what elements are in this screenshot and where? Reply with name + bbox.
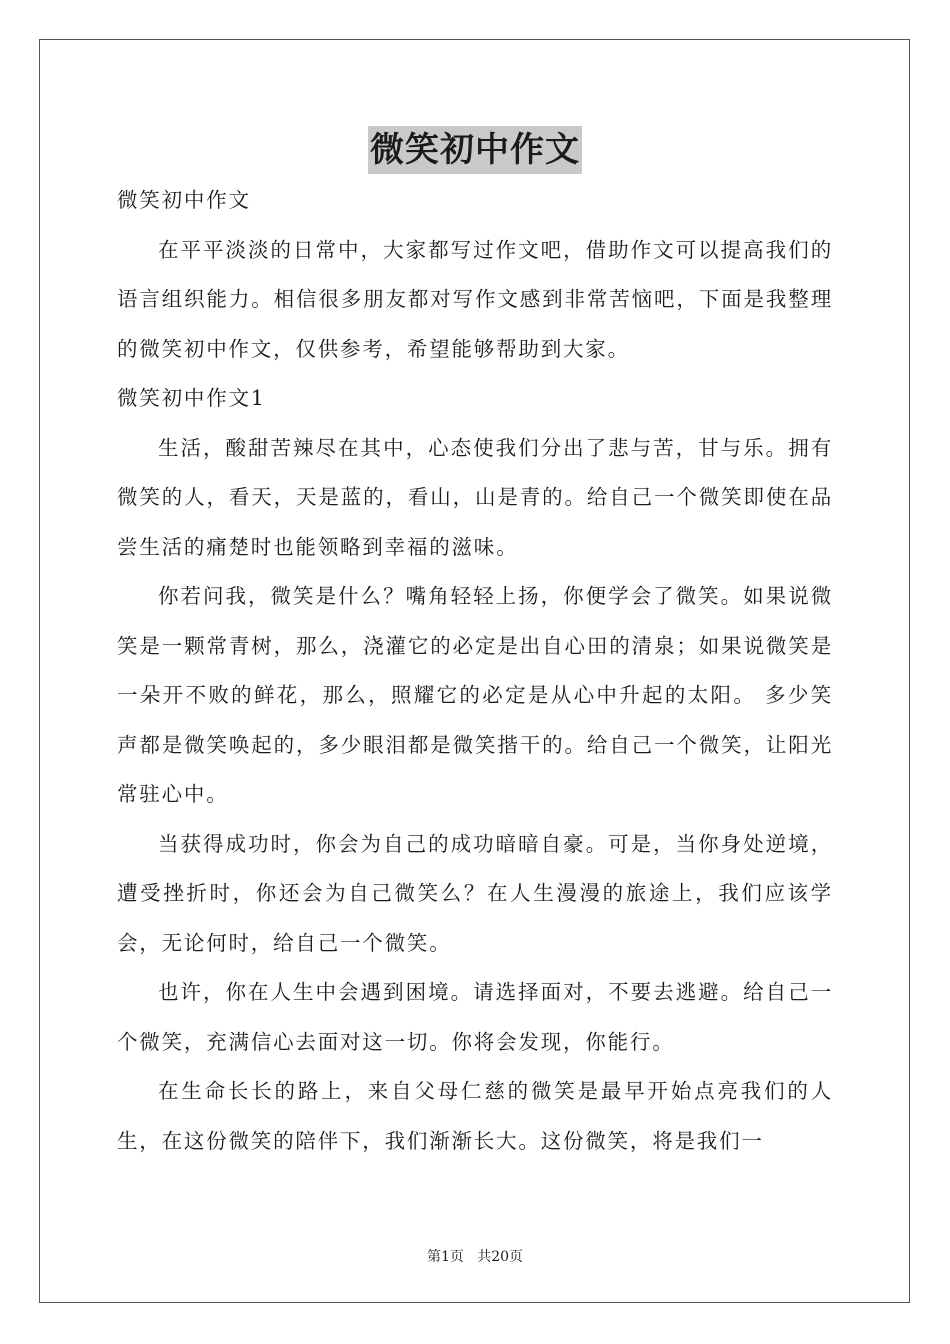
document-title [0,126,950,174]
section-heading: 微笑初中作文1 [117,386,266,410]
section-heading: 微笑初中作文 [117,188,251,212]
body-paragraph: 你若问我，微笑是什么？嘴角轻轻上扬，你便学会了微笑。如果说微笑是一颗常青树，那么，浇灌它的必定是出自心田的清泉；如果说微笑是一朵开不败的鲜花，那么，照耀它的必定是从心中升起的太阳。 多少笑声都是微笑唤起的，多少眼泪都是微笑揩干的。给自己一个微笑，让阳光常驻心中。 [117,584,833,806]
document-body [117,176,833,1166]
body-paragraph: 在平平淡淡的日常中，大家都写过作文吧，借助作文可以提高我们的语言组织能力。相信很多朋友都对写作文感到非常苦恼吧，下面是我整理的微笑初中作文，仅供参考，希望能够帮助到大家。 [117,237,833,361]
body-paragraph: 也许，你在人生中会遇到困境。请选择面对，不要去逃避。给自己一个微笑，充满信心去面对这一切。你将会发现，你能行。 [117,980,833,1054]
document-title-text: 微笑初中作文 [368,126,582,174]
body-paragraph: 当获得成功时，你会为自己的成功暗暗自豪。可是，当你身处逆境，遭受挫折时，你还会为自己微笑么？在人生漫漫的旅途上，我们应该学会，无论何时，给自己一个微笑。 [117,831,833,955]
body-paragraph: 在生命长长的路上，来自父母仁慈的微笑是最早开始点亮我们的人生，在这份微笑的陪伴下，我们渐渐长大。这份微笑，将是我们一 [117,1079,833,1153]
page-number: 第1页 共20页 [426,1249,524,1265]
body-paragraph: 生活，酸甜苦辣尽在其中，心态使我们分出了悲与苦，甘与乐。拥有微笑的人，看天，天是蓝的，看山，山是青的。给自己一个微笑即使在品尝生活的痛楚时也能领略到幸福的滋味。 [117,435,833,559]
page-footer [0,1247,950,1267]
